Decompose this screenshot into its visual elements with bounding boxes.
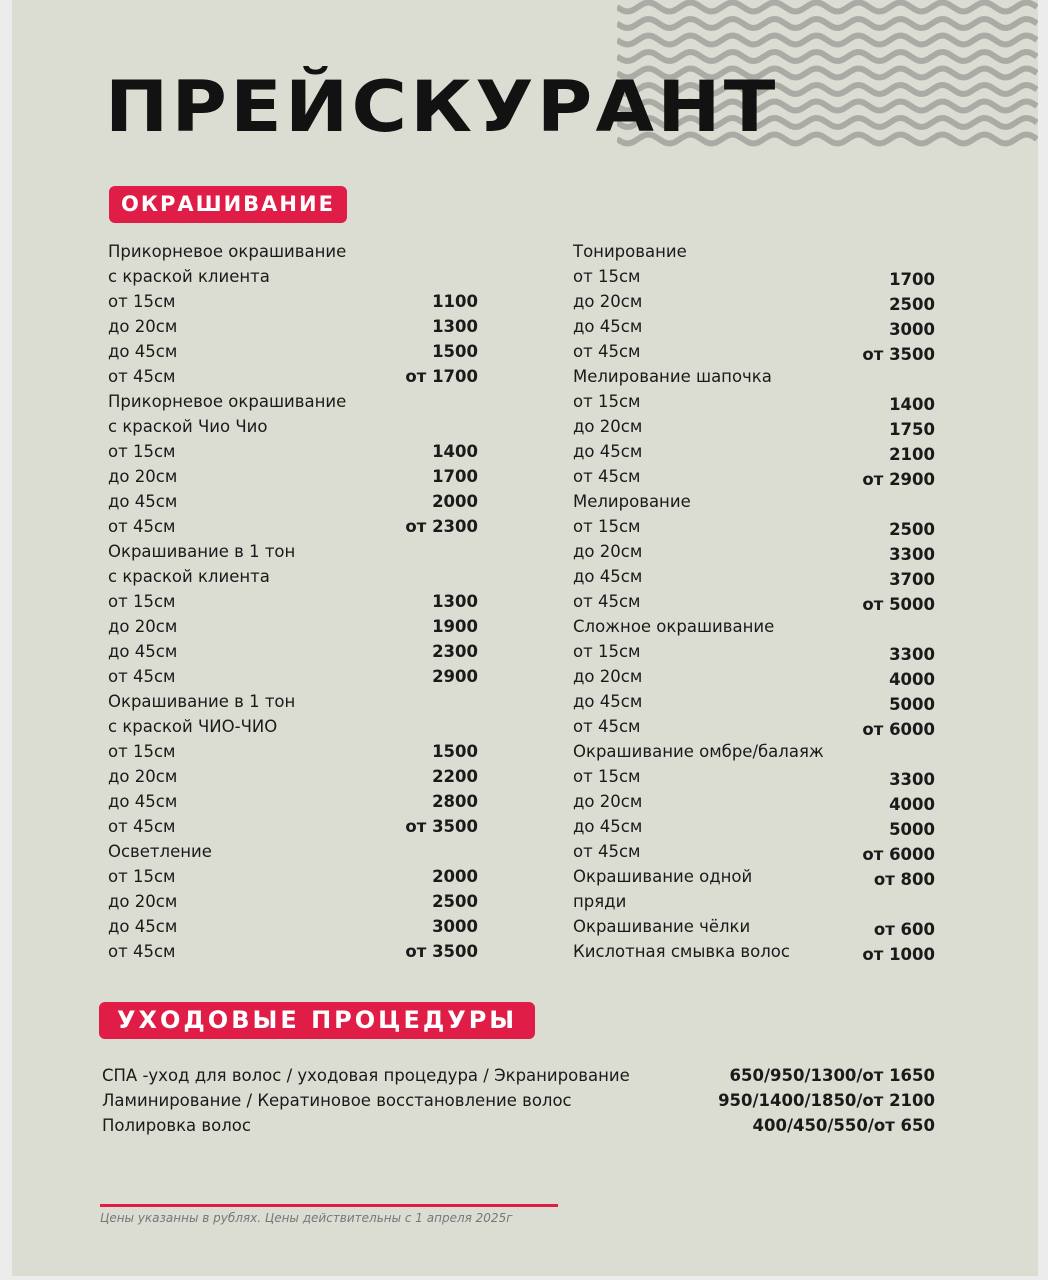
- footer-divider: [100, 1204, 558, 1207]
- service-price: 3300: [889, 545, 935, 564]
- service-label: от 45см: [573, 342, 641, 361]
- price-row: [108, 839, 478, 864]
- service-label: от 45см: [108, 517, 176, 536]
- service-price: 5000: [889, 695, 935, 714]
- price-row: [573, 514, 935, 539]
- service-price: 2500: [432, 892, 478, 911]
- price-row: [108, 514, 478, 539]
- price-row: [108, 789, 478, 814]
- price-row: [573, 764, 935, 789]
- service-label: от 45см: [573, 717, 641, 736]
- price-row: [573, 464, 935, 489]
- service-price: 1900: [432, 617, 478, 636]
- price-row: [573, 814, 935, 839]
- service-label: от 45см: [573, 592, 641, 611]
- service-label: от 15см: [108, 867, 176, 886]
- price-row: [108, 414, 478, 439]
- service-label: до 20см: [573, 417, 643, 436]
- service-price: 1300: [432, 317, 478, 336]
- service-price: 2500: [889, 520, 935, 539]
- price-row: [108, 739, 478, 764]
- service-label: до 20см: [108, 617, 178, 636]
- section-header-coloring: ОКРАШИВАНИЕ: [109, 186, 347, 223]
- service-label: до 45см: [108, 342, 178, 361]
- price-row: [573, 389, 935, 414]
- price-row: [573, 839, 935, 864]
- service-label: Мелирование шапочка: [573, 367, 772, 386]
- service-label: от 45см: [108, 817, 176, 836]
- price-row: [573, 239, 935, 264]
- service-price: 1400: [889, 395, 935, 414]
- price-row: [573, 314, 935, 339]
- price-row: [573, 414, 935, 439]
- price-row: [573, 339, 935, 364]
- service-price: 5000: [889, 820, 935, 839]
- service-label: до 20см: [573, 667, 643, 686]
- price-row: [573, 864, 935, 889]
- service-label: от 15см: [108, 742, 176, 761]
- page-title: ПРЕЙСКУРАНТ: [105, 66, 779, 148]
- service-price: от 5000: [862, 595, 935, 614]
- coloring-right-column: [573, 239, 935, 964]
- service-label: до 20см: [573, 792, 643, 811]
- service-price: 3000: [889, 320, 935, 339]
- service-price: от 2900: [862, 470, 935, 489]
- service-price: 1500: [432, 742, 478, 761]
- service-label: Сложное окрашивание: [573, 617, 775, 636]
- price-row: [108, 689, 478, 714]
- price-row: [573, 889, 935, 914]
- service-label: до 20см: [108, 467, 178, 486]
- service-label: Окрашивание чёлки: [573, 917, 751, 936]
- service-label: Окрашивание в 1 тон: [108, 542, 296, 561]
- service-label: от 15см: [573, 392, 641, 411]
- service-label: Полировка волос: [102, 1116, 251, 1135]
- service-label: СПА -уход для волос / уходовая процедура / Экранирование: [102, 1066, 630, 1085]
- coloring-left-column: [108, 239, 478, 964]
- service-label: до 20см: [573, 292, 643, 311]
- price-row: [108, 714, 478, 739]
- price-row: [108, 614, 478, 639]
- price-row: [108, 439, 478, 464]
- service-price: 3300: [889, 770, 935, 789]
- price-row: [102, 1088, 935, 1113]
- service-price: 2800: [432, 792, 478, 811]
- price-row: [573, 564, 935, 589]
- service-label: до 45см: [573, 442, 643, 461]
- care-procedures-list: [102, 1063, 935, 1138]
- service-price: 3000: [432, 917, 478, 936]
- price-row: [573, 439, 935, 464]
- service-label: Ламинирование / Кератиновое восстановление волос: [102, 1091, 572, 1110]
- price-row: [108, 864, 478, 889]
- price-row: [573, 539, 935, 564]
- service-price: 2000: [432, 867, 478, 886]
- price-row: [102, 1113, 935, 1138]
- service-price: от 1700: [405, 367, 478, 386]
- footer-note: Цены указанны в рублях. Цены действительны с 1 апреля 2025г: [100, 1211, 513, 1225]
- service-price: от 2300: [405, 517, 478, 536]
- price-row: [108, 814, 478, 839]
- service-price: 4000: [889, 670, 935, 689]
- wave-line: [617, 36, 1037, 45]
- price-row: [108, 239, 478, 264]
- service-label: до 20см: [108, 767, 178, 786]
- service-label: до 45см: [108, 917, 178, 936]
- service-label: Кислотная смывка волос: [573, 942, 790, 961]
- price-row: [573, 914, 935, 939]
- service-label: Осветление: [108, 842, 212, 861]
- price-row: [108, 314, 478, 339]
- price-row: [108, 564, 478, 589]
- price-row: [573, 289, 935, 314]
- service-label: от 45см: [573, 842, 641, 861]
- service-price: от 3500: [405, 942, 478, 961]
- service-price: 1400: [432, 442, 478, 461]
- price-row: [108, 464, 478, 489]
- price-row: [573, 664, 935, 689]
- service-label: с краской Чио Чио: [108, 417, 268, 436]
- price-row: [108, 589, 478, 614]
- service-label: от 45см: [108, 667, 176, 686]
- service-price: 1300: [432, 592, 478, 611]
- service-label: от 15см: [573, 767, 641, 786]
- price-row: [108, 764, 478, 789]
- price-row: [573, 489, 935, 514]
- service-label: до 45см: [573, 317, 643, 336]
- service-label: от 15см: [573, 642, 641, 661]
- service-label: до 20см: [108, 317, 178, 336]
- price-row: [108, 539, 478, 564]
- service-label: от 15см: [573, 517, 641, 536]
- service-label: до 20см: [573, 542, 643, 561]
- price-row: [573, 264, 935, 289]
- service-price: 1750: [889, 420, 935, 439]
- service-label: от 15см: [108, 592, 176, 611]
- service-label: от 15см: [108, 442, 176, 461]
- service-price: от 600: [873, 920, 935, 939]
- service-price: от 6000: [862, 845, 935, 864]
- service-label: от 45см: [108, 942, 176, 961]
- price-row: [573, 739, 935, 764]
- wave-line: [617, 52, 1037, 61]
- service-label: пряди: [573, 892, 627, 911]
- price-row: [573, 939, 935, 964]
- price-row: [108, 289, 478, 314]
- service-price: 1700: [889, 270, 935, 289]
- service-price: от 800: [873, 870, 935, 889]
- service-price: 650/950/1300/от 1650: [729, 1066, 935, 1085]
- service-label: до 45см: [108, 492, 178, 511]
- service-price: 2500: [889, 295, 935, 314]
- service-price: от 3500: [405, 817, 478, 836]
- service-price: от 3500: [862, 345, 935, 364]
- service-label: Прикорневое окрашивание: [108, 242, 347, 261]
- price-list-page: [12, 0, 1038, 1276]
- service-label: Мелирование: [573, 492, 691, 511]
- service-price: 1100: [432, 292, 478, 311]
- service-label: до 45см: [573, 817, 643, 836]
- price-row: [102, 1063, 935, 1088]
- service-price: 3700: [889, 570, 935, 589]
- service-price: 3300: [889, 645, 935, 664]
- service-price: 400/450/550/от 650: [752, 1116, 935, 1135]
- service-label: до 20см: [108, 892, 178, 911]
- service-label: с краской ЧИО-ЧИО: [108, 717, 278, 736]
- price-row: [108, 339, 478, 364]
- service-label: от 45см: [573, 467, 641, 486]
- service-price: 2000: [432, 492, 478, 511]
- service-price: от 6000: [862, 720, 935, 739]
- price-row: [108, 364, 478, 389]
- service-price: 2200: [432, 767, 478, 786]
- service-label: Тонирование: [573, 242, 687, 261]
- service-price: от 1000: [862, 945, 935, 964]
- price-row: [573, 364, 935, 389]
- wave-line: [617, 19, 1037, 28]
- service-price: 1700: [432, 467, 478, 486]
- service-price: 4000: [889, 795, 935, 814]
- service-price: 950/1400/1850/от 2100: [718, 1091, 935, 1110]
- service-label: от 45см: [108, 367, 176, 386]
- service-price: 1500: [432, 342, 478, 361]
- service-label: от 15см: [108, 292, 176, 311]
- service-label: до 45см: [108, 792, 178, 811]
- price-row: [108, 264, 478, 289]
- price-row: [573, 614, 935, 639]
- price-row: [108, 664, 478, 689]
- price-row: [573, 689, 935, 714]
- service-label: Прикорневое окрашивание: [108, 392, 347, 411]
- price-row: [573, 789, 935, 814]
- service-label: до 45см: [573, 567, 643, 586]
- price-row: [108, 914, 478, 939]
- service-label: с краской клиента: [108, 267, 270, 286]
- price-row: [573, 589, 935, 614]
- service-label: до 45см: [108, 642, 178, 661]
- price-row: [573, 639, 935, 664]
- price-row: [108, 389, 478, 414]
- price-row: [108, 639, 478, 664]
- service-label: с краской клиента: [108, 567, 270, 586]
- service-price: 2300: [432, 642, 478, 661]
- service-label: от 15см: [573, 267, 641, 286]
- section-header-care: УХОДОВЫЕ ПРОЦЕДУРЫ: [99, 1002, 535, 1039]
- price-row: [108, 939, 478, 964]
- service-label: Окрашивание одной: [573, 867, 753, 886]
- price-row: [108, 889, 478, 914]
- price-row: [108, 489, 478, 514]
- service-price: 2100: [889, 445, 935, 464]
- wave-line: [617, 3, 1037, 12]
- service-price: 2900: [432, 667, 478, 686]
- price-row: [573, 714, 935, 739]
- service-label: Окрашивание омбре/балаяж: [573, 742, 824, 761]
- service-label: Окрашивание в 1 тон: [108, 692, 296, 711]
- service-label: до 45см: [573, 692, 643, 711]
